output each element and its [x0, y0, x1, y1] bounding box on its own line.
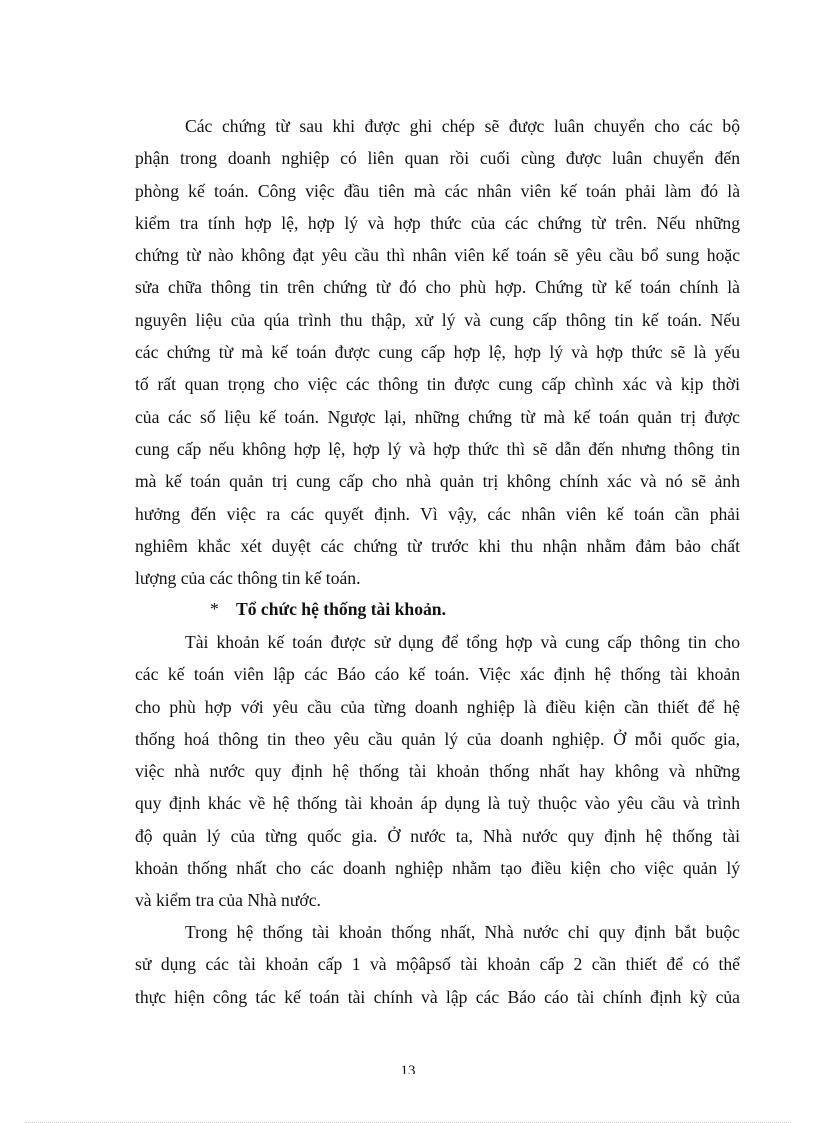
- paragraph-he-thong-thong-nhat: [135, 916, 740, 1013]
- paragraph-line: cho phù hợp với yêu cầu của từng doanh nghiệp là điều kiện cần thiết để hệ: [135, 696, 740, 717]
- section-heading: [210, 593, 446, 625]
- paragraph-line: việc nhà nước quy định hệ thống tài khoản thống nhất hay không và những: [135, 761, 740, 782]
- paragraph-line: mà kế toán quản trị cung cấp cho nhà quản trị không chính xác và nó sẽ ảnh: [135, 471, 740, 492]
- paragraph-line: độ quản lý của từng quốc gia. Ở nước ta, Nhà nước quy định hệ thống tài: [135, 825, 740, 846]
- paragraph-line: và kiểm tra của Nhà nước.: [135, 890, 321, 911]
- paragraph-line: sử dụng các tài khoản cấp 1 và mộâpsố tài khoản cấp 2 cần thiết để có thể: [135, 954, 740, 975]
- paragraph-line: nguyên liệu của qúa trình thu thập, xử lý và cung cấp thông tin kế toán. Nếu: [135, 309, 740, 330]
- page-number: 13: [400, 1063, 416, 1074]
- paragraph-line: Trong hệ thống tài khoản thống nhất, Nhà nước chỉ quy định bắt buộc: [185, 922, 740, 942]
- paragraph-line: khoản thống nhất cho các doanh nghiệp nhằm tạo điều kiện cho việc quản lý: [135, 858, 740, 879]
- paragraph-line: sửa chữa thông tin trên chứng từ đó cho phù hợp. Chứng từ kế toán chính là: [135, 277, 740, 298]
- paragraph-line: phận trong doanh nghiệp có liên quan rồi cuối cùng được luân chuyển đến: [135, 148, 740, 169]
- paragraph-chung-tu: [135, 110, 740, 594]
- paragraph-line: lượng của các thông tin kế toán.: [135, 568, 361, 589]
- paragraph-line: thực hiện công tác kế toán tài chính và lập các Báo cáo tài chính định kỳ của: [135, 986, 740, 1007]
- bullet-marker: *: [210, 599, 219, 619]
- paragraph-line: kiểm tra tính hợp lệ, hợp lý và hợp thức của các chứng từ trên. Nếu những: [135, 212, 740, 233]
- section-heading-text: Tổ chức hệ thống tài khoản.: [236, 599, 446, 619]
- paragraph-line: Tài khoản kế toán được sử dụng để tổng hợp và cung cấp thông tin cho: [185, 632, 740, 652]
- paragraph-line: các kế toán viên lập các Báo cáo kế toán. Việc xác định hệ thống tài khoản: [135, 664, 740, 685]
- paragraph-line: Các chứng từ sau khi được ghi chép sẽ được luân chuyển cho các bộ: [185, 116, 740, 136]
- paragraph-line: của các số liệu kế toán. Ngược lại, những chứng từ mà kế toán quản trị được: [135, 406, 740, 427]
- paragraph-line: hưởng đến việc ra các quyết định. Vì vậy, các nhân viên kế toán cần phải: [135, 503, 740, 524]
- paragraph-line: các chứng từ mà kế toán được cung cấp hợp lệ, hợp lý và hợp thức sẽ là yếu: [135, 342, 740, 363]
- paragraph-line: tố rất quan trọng cho việc các thông tin được cung cấp chình xác và kịp thời: [135, 374, 740, 395]
- paragraph-line: chứng từ nào không đạt yêu cầu thì nhân viên kế toán sẽ yêu cầu bổ sung hoặc: [135, 245, 740, 266]
- paragraph-line: phòng kế toán. Công việc đầu tiên mà các nhân viên kế toán phải làm đó là: [135, 180, 740, 201]
- paragraph-line: quy định khác về hệ thống tài khoản áp dụng là tuỳ thuộc vào yêu cầu và trình: [135, 793, 740, 814]
- paragraph-tai-khoan: [135, 626, 740, 917]
- paragraph-line: cung cấp nếu không hợp lệ, hợp lý và hợp thức thì sẽ dẫn đến nhưng thông tin: [135, 438, 740, 459]
- paragraph-line: thống hoá thông tin theo yêu cầu quản lý của doanh nghiệp. Ở mỗi quốc gia,: [135, 728, 740, 749]
- paragraph-line: nghiêm khắc xét duyệt các chứng từ trước khi thu nhận nhằm đảm bảo chất: [135, 535, 740, 556]
